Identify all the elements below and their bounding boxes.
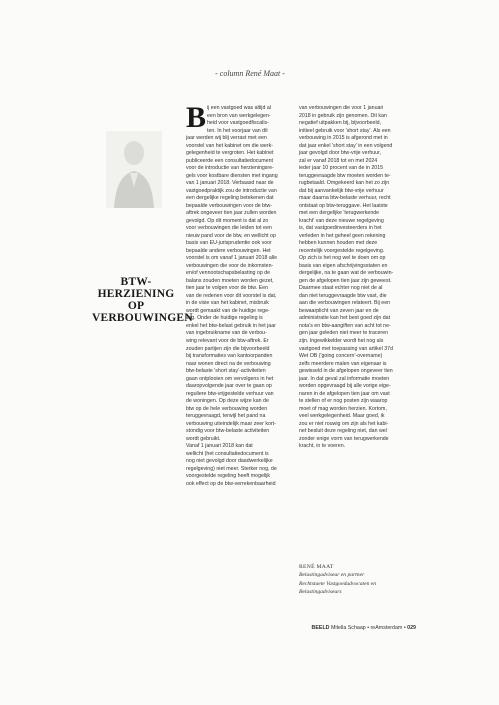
article-line: in de visie van het kabinet, misbruik (186, 300, 269, 307)
article-line: initieel gebruik voor 'short stay'. Als een (299, 127, 391, 134)
article-line: enkel het btw-belast gebruik in het jaar (186, 322, 276, 329)
headline-line: OP (127, 300, 145, 312)
article-column-2 (299, 105, 403, 451)
article-line: wellicht (het consultatiedocument is (186, 450, 269, 457)
article-line: ook effect op de btw-verrekenbaarheid (186, 480, 276, 487)
article-line: Daarmee staat echter nog niet de al (299, 285, 383, 292)
article-line: een bron van werkgelegen- (207, 112, 271, 119)
article-line: kracht, in te voeren. (299, 443, 346, 450)
article-line: balans zouden moeten worden gezet, (186, 277, 274, 284)
article-line: jaar gevolgd door btw-vrije verhuur, (299, 150, 382, 157)
article-line: Vanaf 1 januari 2018 kan dat (186, 443, 253, 450)
article-line: zelfs meerdere malen van eigenaar is (299, 360, 387, 367)
article-line: negatief uitpakken bij, bijvoorbeeld, (299, 120, 382, 127)
article-line: gen de afgelopen tien jaar zijn geweest. (299, 277, 392, 284)
article-line: basis van EU-jurisprudentie ook voor (186, 240, 272, 247)
article-line: teruggevraagd, terwijl het pand na (186, 413, 266, 420)
article-line: nog niet gevolgd door daadwerkelijke (186, 458, 273, 465)
article-line: nieuw pand voor de btw, en wellicht op (186, 232, 276, 239)
article-line: btw op de hele verbouwing worden (186, 405, 268, 412)
article-line: voorgestelde regeling heeft mogelijk (186, 473, 271, 480)
article-line: jaar. In dat geval zal informatie moeten (299, 375, 390, 382)
article-line: nota's en btw-aangiften van acht tot ne- (299, 322, 391, 329)
article-line: aftrek ongeveer tien jaar zullen worden (186, 210, 277, 217)
article-line: naar wonen direct na de verbouwing (186, 360, 271, 367)
article-line: kracht' van deze nieuwe regelgeving (299, 217, 384, 224)
article-line: gaan ontplooien om vervolgens in het (186, 375, 274, 382)
article-line: wing relevant voor de btw-aftrek. Er (186, 337, 269, 344)
article-line: heid voor vastgoedfiscalis- (207, 120, 269, 127)
article-line: voorstel is om vanaf 1 januari 2018 alle (186, 255, 278, 262)
article-line: gewisseld in de afgelopen ongeveer tien (299, 368, 393, 375)
article-line: 2018 in gebruik zijn genomen. Dit kan (299, 112, 387, 119)
article-line: maar daarna btw-belaste verhuur, recht (299, 195, 391, 202)
footer-issue: Mitella Schaap (330, 625, 366, 631)
article-line: regelgeving) niet meer. Sterker nog, de (186, 465, 277, 472)
article-line: stondig voor btw-belaste activiteiten (186, 428, 270, 435)
article-line: en/of vennootschapsbelasting op de (186, 270, 271, 277)
article-line: naren in de afgelopen tien jaar om vast (299, 390, 390, 397)
article-line: administratie kan het best goed zijn dat (299, 315, 391, 322)
article-line: wordt gebruikt. (186, 435, 221, 442)
article-line: dat bij aanvankelijk btw-vrije verhuur (299, 187, 384, 194)
article-line: een dergelijke regeling betekenen dat (186, 195, 274, 202)
page-footer: BEELD Mitella Schaap • reAmsterdam • 029 (311, 625, 416, 631)
article-line: tien jaar te volgen voor de btw. Een (186, 285, 269, 292)
headline-line: VERBOUWINGEN (92, 312, 193, 324)
article-line: rugbetaald. Omgekeerd kan het zo zijn (299, 180, 390, 187)
article-line: is, dat vastgoedinvesteerders in het (299, 225, 382, 232)
article-line: verbouwing uiteindelijk maar zeer kort- (186, 420, 276, 427)
footer-city: reAmsterdam (370, 625, 403, 631)
article-line: zou er niet rouwig om zijn als het kabi- (299, 420, 389, 427)
headline-line: HERZIENING (97, 288, 175, 300)
article-line: bepaalde verbouwingen voor de btw- (186, 202, 273, 209)
article-line: vastgoed met toepassing van artikel 37d (299, 345, 393, 352)
article-line: dergelijke, na te gaan wat de verbouwin- (299, 270, 394, 277)
article-line: publiceerde een consultatiedocument (186, 157, 273, 164)
article-column-1 (186, 101, 285, 488)
article-line: met een dergelijke 'terugwerkende (299, 210, 380, 217)
author-portrait-sketch (106, 131, 162, 208)
article-line: moet of mag worden herzien. Kortom, (299, 405, 387, 412)
article-line: aan die verbouwingen relateert. Bij een (299, 300, 391, 307)
article-line: voorstel van het kabinet om die werk- (186, 142, 273, 149)
author-role-line: Belastingadviseur en partner (299, 572, 365, 579)
article-line: Op zich is het nog wel te doen om op (299, 255, 386, 262)
article-line: basis van eigen afschrijvingsstaten en (299, 262, 388, 269)
article-line: jaar werden wij blij verrast met een (186, 135, 267, 142)
article-line: veel werkgelegenheid. Maar goed, ik (299, 413, 385, 420)
drop-cap: B (186, 101, 207, 134)
article-line: zal er vanaf 2018 tot en met 2024 (299, 157, 378, 164)
article-line: verleden in het geheel geen rekening (299, 232, 386, 239)
article-line: verbouwing in 2015 is afgerond met in (299, 135, 388, 142)
article-line: vastgoedpraktijk zou de introductie van (186, 187, 277, 194)
article-line: Wet OB ('going concern'-overname) (299, 353, 383, 360)
author-name: RENÉ MAAT (299, 564, 334, 570)
article-line: de woningen. Op deze wijze kan de (186, 398, 269, 405)
article-line: van ingebruikname van de verbou- (186, 330, 267, 337)
article-line: gevolgd. Op dit moment is dat al zo (186, 217, 269, 224)
article-line: ten. In het voorjaar van dit (207, 127, 268, 134)
article-line: ieder jaar 10 procent van de in 2015 (299, 165, 384, 172)
article-line: zouden partijen zijn die bijvoorbeeld (186, 345, 270, 352)
article-line: bepaalde andere verbouwingen. Het (186, 247, 271, 254)
article-line: van 1 januari 2018. Verbaasd naar de (186, 180, 274, 187)
headline (92, 276, 193, 324)
article-line: ling. Onder de huidige regeling is (186, 315, 263, 322)
article-line: bewaarplicht van zeven jaar en de (299, 307, 379, 314)
author-role-line: Belastingadviseurs (299, 588, 342, 595)
article-line: van de redenen voor dit voorstel is dat, (186, 292, 277, 299)
article-line: te stellen of er nog posten zijn waarop (299, 398, 388, 405)
article-line: teruggevraagde btw moeten worden te- (299, 172, 391, 179)
article-line: ij een vastgoed was altijd al (207, 105, 271, 111)
article-line: bij transformaties van kantoorpanden (186, 353, 273, 360)
article-line: btw-belaste 'short stay'-activiteiten (186, 368, 266, 375)
footer-brand: BEELD (311, 625, 330, 631)
article-line: daaropvolgende jaar over te gaan op (186, 383, 272, 390)
article-line: reguliere btw-vrijgestelde verhuur van (186, 390, 274, 397)
article-line: ontstaat op btw-teruggave. Het laatste (299, 202, 388, 209)
article-line: net besluit deze regeling niet, dan wel (299, 428, 387, 435)
article-line: zijn. Ingewikkelder wordt het nog als (299, 337, 384, 344)
article-line: worden opgevraagd bij alle vorige eige- (299, 383, 391, 390)
article-line: dan niet teruggevraagde btw vast, die (299, 292, 387, 299)
author-block (299, 563, 409, 596)
article-line: gen jaar geleden niet meer te traceren (299, 330, 389, 337)
column-label: - column René Maat - (215, 69, 285, 78)
headline-line: BTW- (120, 276, 152, 288)
article-line: gels voor kostbare diensten met ingang (186, 172, 278, 179)
article-line: verbouwingen die voor de inkomsten- (186, 262, 274, 269)
article-line: dat jaar enkel 'short stay' in een volgend (299, 142, 393, 149)
article-line: hebben kunnen houden met deze (299, 240, 378, 247)
article-line: zonder enige vorm van terugwerkende (299, 435, 389, 442)
article-line: wordt gemaakt van de huidige rege- (186, 307, 270, 314)
article-line: van verbouwingen die voor 1 januari (299, 105, 384, 111)
article-line: voor verbouwingen die leiden tot een (186, 225, 272, 232)
page-number: 029 (407, 625, 416, 631)
article-line: recentelijk voorgestelde regelgeving. (299, 247, 385, 254)
author-portrait (106, 131, 162, 208)
article-line: gelegenheid te vergroten. Het kabinet (186, 150, 274, 157)
author-role-line: Rechtstaete Vastgoedadvocaten en (299, 580, 377, 587)
article-line: voor de introductie van herzieningsre- (186, 165, 274, 172)
